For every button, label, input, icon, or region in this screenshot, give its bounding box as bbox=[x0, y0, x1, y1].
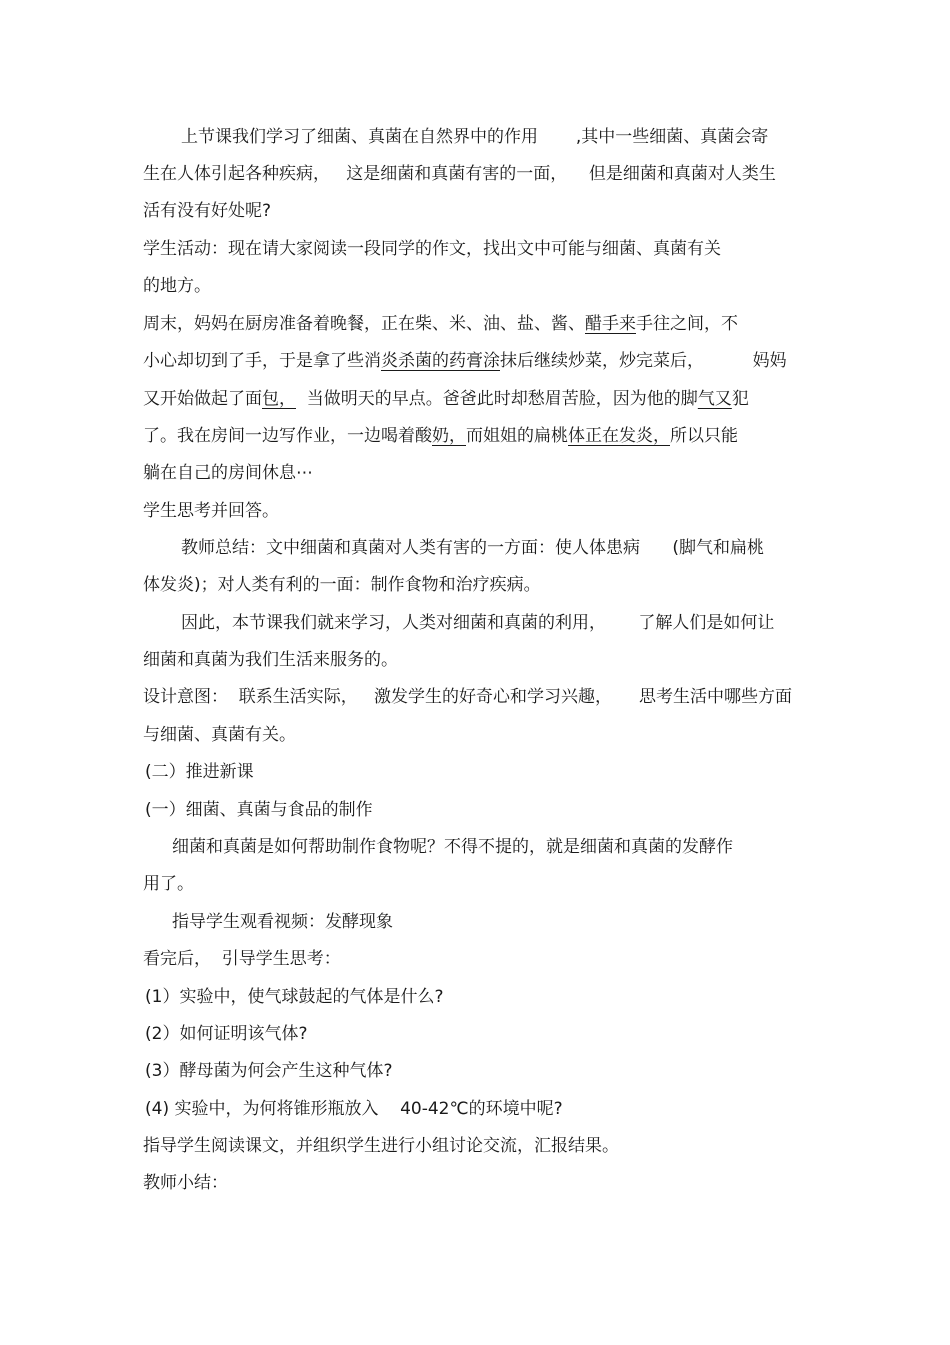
text-line bbox=[143, 200, 271, 222]
text-line bbox=[143, 313, 738, 335]
text-line bbox=[172, 836, 733, 858]
text-segment: 学生思考并回答。 bbox=[143, 501, 279, 521]
text-segment: 细菌和真菌是如何帮助制作食物呢？不得不提的，就是细菌和真菌的发酵作 bbox=[172, 837, 733, 857]
text-segment: 与细菌、真菌有关。 bbox=[143, 725, 296, 745]
text-line bbox=[143, 275, 211, 297]
text-line bbox=[143, 425, 738, 447]
text-segment: 体发炎)；对人类有利的一面：制作食物和治疗疾病。 bbox=[143, 575, 541, 595]
text-segment: 又开始做起了面 bbox=[143, 389, 262, 409]
text-segment: 躺在自己的房间休息⋯ bbox=[143, 463, 313, 483]
text-line bbox=[181, 612, 774, 634]
text-segment: 所以只能 bbox=[670, 426, 738, 446]
text-line bbox=[143, 948, 341, 970]
text-line bbox=[145, 1060, 392, 1082]
text-segment: (3）酵母菌为何会产生这种气体? bbox=[145, 1061, 393, 1081]
underlined-text: 体正在发炎， bbox=[568, 426, 670, 446]
text-segment: (4) 实验中，为何将锥形瓶放入 40-42℃的环境中呢? bbox=[145, 1099, 563, 1119]
text-line bbox=[143, 724, 296, 746]
text-line bbox=[143, 1172, 228, 1194]
text-line bbox=[143, 686, 792, 708]
text-segment: (二）推进新课 bbox=[145, 762, 254, 782]
text-line bbox=[143, 649, 398, 671]
text-segment: 抹后继续炒菜，炒完菜后， 妈妈 bbox=[500, 351, 787, 371]
text-line bbox=[172, 911, 393, 933]
text-segment: 的地方。 bbox=[143, 276, 211, 296]
text-line bbox=[145, 1023, 307, 1045]
text-line bbox=[143, 163, 776, 185]
text-segment: 周末，妈妈在厨房准备着晚餐，正在柴、米、油、盐、酱、 bbox=[143, 314, 585, 334]
underlined-text: 气又 bbox=[697, 389, 732, 409]
text-line bbox=[143, 574, 541, 596]
text-segment: (一）细菌、真菌与食品的制作 bbox=[145, 800, 373, 820]
text-line bbox=[143, 462, 313, 484]
text-segment: 了。我在房间一边写作业，一边喝着酸 bbox=[143, 426, 432, 446]
text-segment: 教师小结： bbox=[143, 1173, 228, 1193]
text-segment: (2）如何证明该气体? bbox=[145, 1024, 308, 1044]
underlined-text: 包， bbox=[262, 389, 296, 409]
text-line bbox=[145, 799, 373, 821]
text-line bbox=[181, 126, 768, 148]
text-segment: 指导学生观看视频：发酵现象 bbox=[172, 912, 393, 932]
text-segment: 生在人体引起各种疾病， 这是细菌和真菌有害的一面， 但是细菌和真菌对人类生 bbox=[143, 164, 776, 184]
underlined-text: 炎杀菌的药膏涂 bbox=[381, 351, 500, 371]
text-line bbox=[143, 388, 749, 410]
text-segment: 当做明天的早点。爸爸此时却愁眉苦脸，因为他的脚 bbox=[296, 389, 698, 409]
text-line bbox=[145, 1098, 563, 1120]
text-line bbox=[145, 761, 254, 783]
text-line bbox=[145, 986, 443, 1008]
text-segment: 手往之间，不 bbox=[636, 314, 738, 334]
text-segment: 细菌和真菌为我们生活来服务的。 bbox=[143, 650, 398, 670]
text-line bbox=[143, 1135, 619, 1157]
text-line bbox=[143, 238, 721, 260]
text-segment: 活有没有好处呢? bbox=[143, 201, 272, 221]
text-segment: 而姐姐的扁桃 bbox=[466, 426, 568, 446]
text-segment: 上节课我们学习了细菌、真菌在自然界中的作用 ,其中一些细菌、真菌会寄 bbox=[181, 127, 769, 147]
text-line bbox=[181, 537, 764, 559]
underlined-text: 奶， bbox=[432, 426, 466, 446]
text-segment: 犯 bbox=[731, 389, 749, 409]
text-segment: 学生活动：现在请大家阅读一段同学的作文，找出文中可能与细菌、真菌有关 bbox=[143, 239, 721, 259]
text-line bbox=[143, 873, 194, 895]
text-segment: 指导学生阅读课文，并组织学生进行小组讨论交流，汇报结果。 bbox=[143, 1136, 619, 1156]
text-line bbox=[143, 350, 787, 372]
text-line bbox=[143, 500, 279, 522]
underlined-text: 醋手来 bbox=[585, 314, 636, 334]
text-segment: (1）实验中，使气球鼓起的气体是什么? bbox=[145, 987, 444, 1007]
text-segment: 小心却切到了手，于是拿了些消 bbox=[143, 351, 381, 371]
text-segment: 因此，本节课我们就来学习，人类对细菌和真菌的利用， 了解人们是如何让 bbox=[181, 613, 775, 633]
text-segment: 用了。 bbox=[143, 874, 194, 894]
text-segment: 看完后， 引导学生思考： bbox=[143, 949, 341, 969]
text-segment: 教师总结：文中细菌和真菌对人类有害的一方面：使人体患病 (脚气和扁桃 bbox=[181, 538, 765, 558]
text-segment: 设计意图： 联系生活实际， 激发学生的好奇心和学习兴趣， 思考生活中哪些方面 bbox=[143, 687, 793, 707]
